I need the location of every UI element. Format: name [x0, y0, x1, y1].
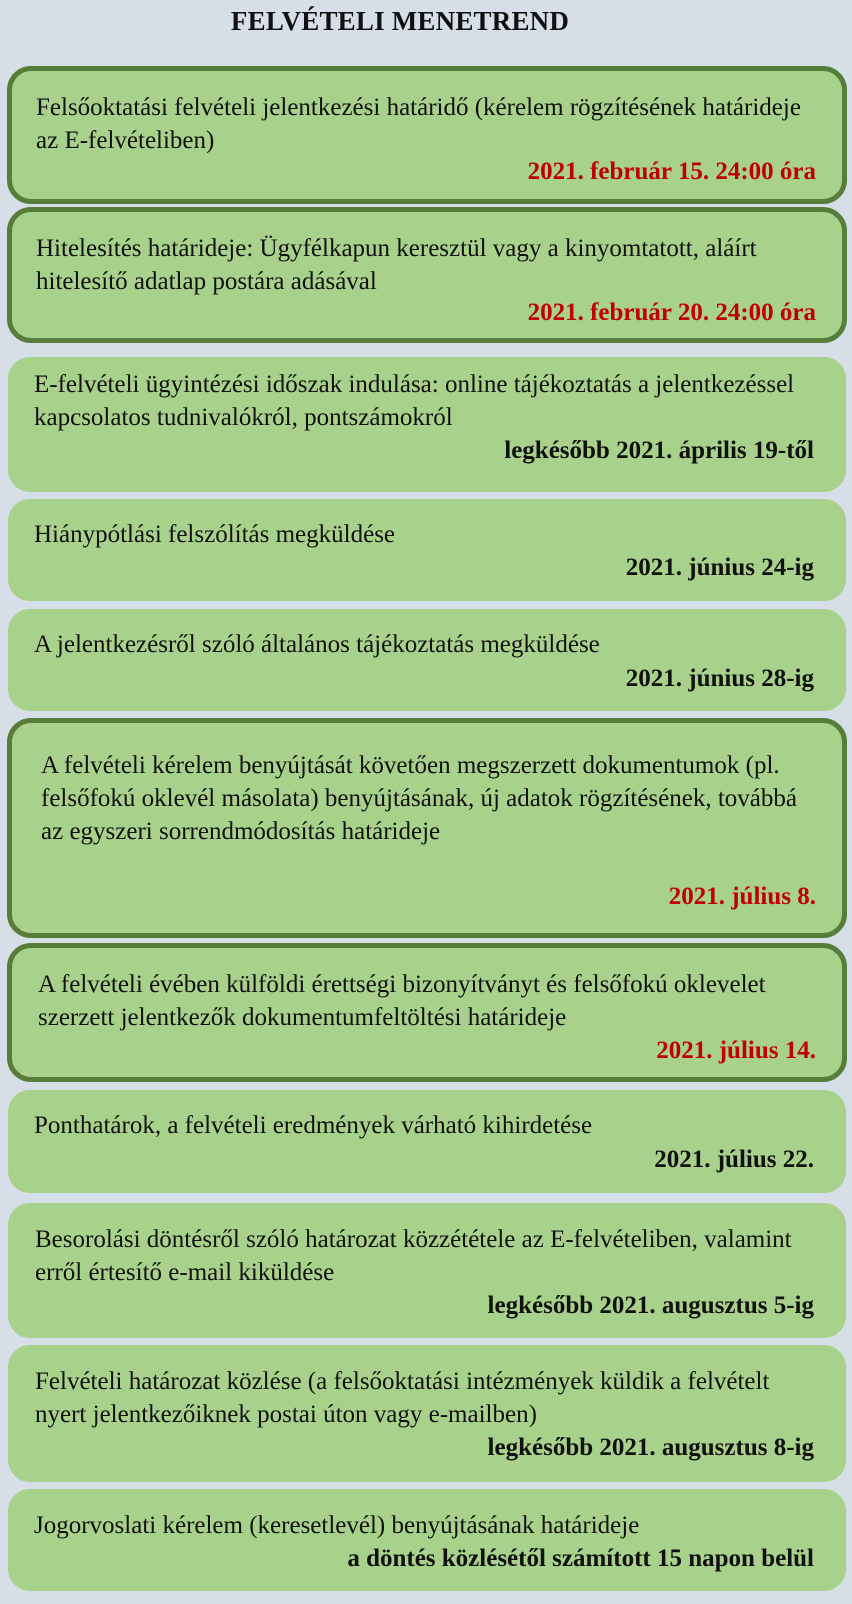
- item-deadline: 2021. július 14.: [656, 1037, 816, 1064]
- item-description: Ponthatárok, a felvételi eredmények várható kihirdetése: [34, 1112, 593, 1139]
- schedule-item: [7, 66, 847, 204]
- schedule-item: [8, 1489, 846, 1591]
- schedule-item: [7, 943, 847, 1082]
- item-deadline: 2021. július 22.: [654, 1146, 814, 1173]
- item-description: Besorolási döntésről szóló határozat közzététele az E-felvételiben, valamint erről értesítő e-mail kiküldése: [35, 1226, 792, 1286]
- schedule-item: [8, 1345, 846, 1482]
- item-description: Felsőoktatási felvételi jelentkezési határidő (kérelem rögzítésének határideje az E-felvételiben): [36, 94, 801, 154]
- item-description: Hitelesítés határideje: Ügyfélkapun keresztül vagy a kinyomtatott, aláírt hitelesítő adatlap postára adásával: [36, 235, 757, 295]
- item-description: A felvételi kérelem benyújtását követően megszerzett dokumentumok (pl. felsőfokú oklevél másolata) benyújtásának, új adatok rögzítésének, továbbá az egyszeri sorrendmódosítás határideje: [41, 752, 797, 845]
- item-description: Felvételi határozat közlése (a felsőoktatási intézmények küldik a felvételt nyert jelentkezőiknek postai úton vagy e-mailben): [35, 1368, 770, 1428]
- schedule-item: [8, 609, 846, 711]
- schedule-item: [8, 357, 846, 492]
- item-deadline: 2021. február 15. 24:00 óra: [527, 158, 816, 185]
- schedule-item: [7, 207, 847, 343]
- schedule-item: [8, 1203, 846, 1338]
- schedule-item: [8, 1090, 846, 1193]
- item-description: Jogorvoslati kérelem (keresetlevél) benyújtásának határideje: [34, 1512, 640, 1539]
- item-description: A jelentkezésről szóló általános tájékoztatás megküldése: [34, 631, 600, 658]
- item-deadline: 2021. július 8.: [668, 883, 816, 910]
- schedule-item: [8, 499, 846, 601]
- schedule-item: [7, 718, 847, 938]
- page-title: FELVÉTELI MENETREND: [230, 6, 570, 36]
- item-deadline: 2021. február 20. 24:00 óra: [527, 299, 816, 326]
- item-deadline: legkésőbb 2021. augusztus 8-ig: [487, 1434, 814, 1461]
- item-deadline: legkésőbb 2021. augusztus 5-ig: [487, 1292, 814, 1319]
- item-deadline: a döntés közlésétől számított 15 napon belül: [347, 1545, 814, 1572]
- item-description: E-felvételi ügyintézési időszak indulása: online tájékoztatás a jelentkezéssel kapcsolatos tudnivalókról, pontszámokról: [34, 371, 795, 431]
- item-description: Hiánypótlási felszólítás megküldése: [34, 521, 396, 548]
- item-deadline: 2021. június 28-ig: [625, 665, 814, 692]
- item-description: A felvételi évében külföldi érettségi bizonyítványt és felsőfokú oklevelet szerzett jelentkezők dokumentumfeltöltési határideje: [38, 971, 766, 1031]
- item-deadline: 2021. június 24-ig: [625, 554, 814, 581]
- item-deadline: legkésőbb 2021. április 19-től: [504, 437, 814, 464]
